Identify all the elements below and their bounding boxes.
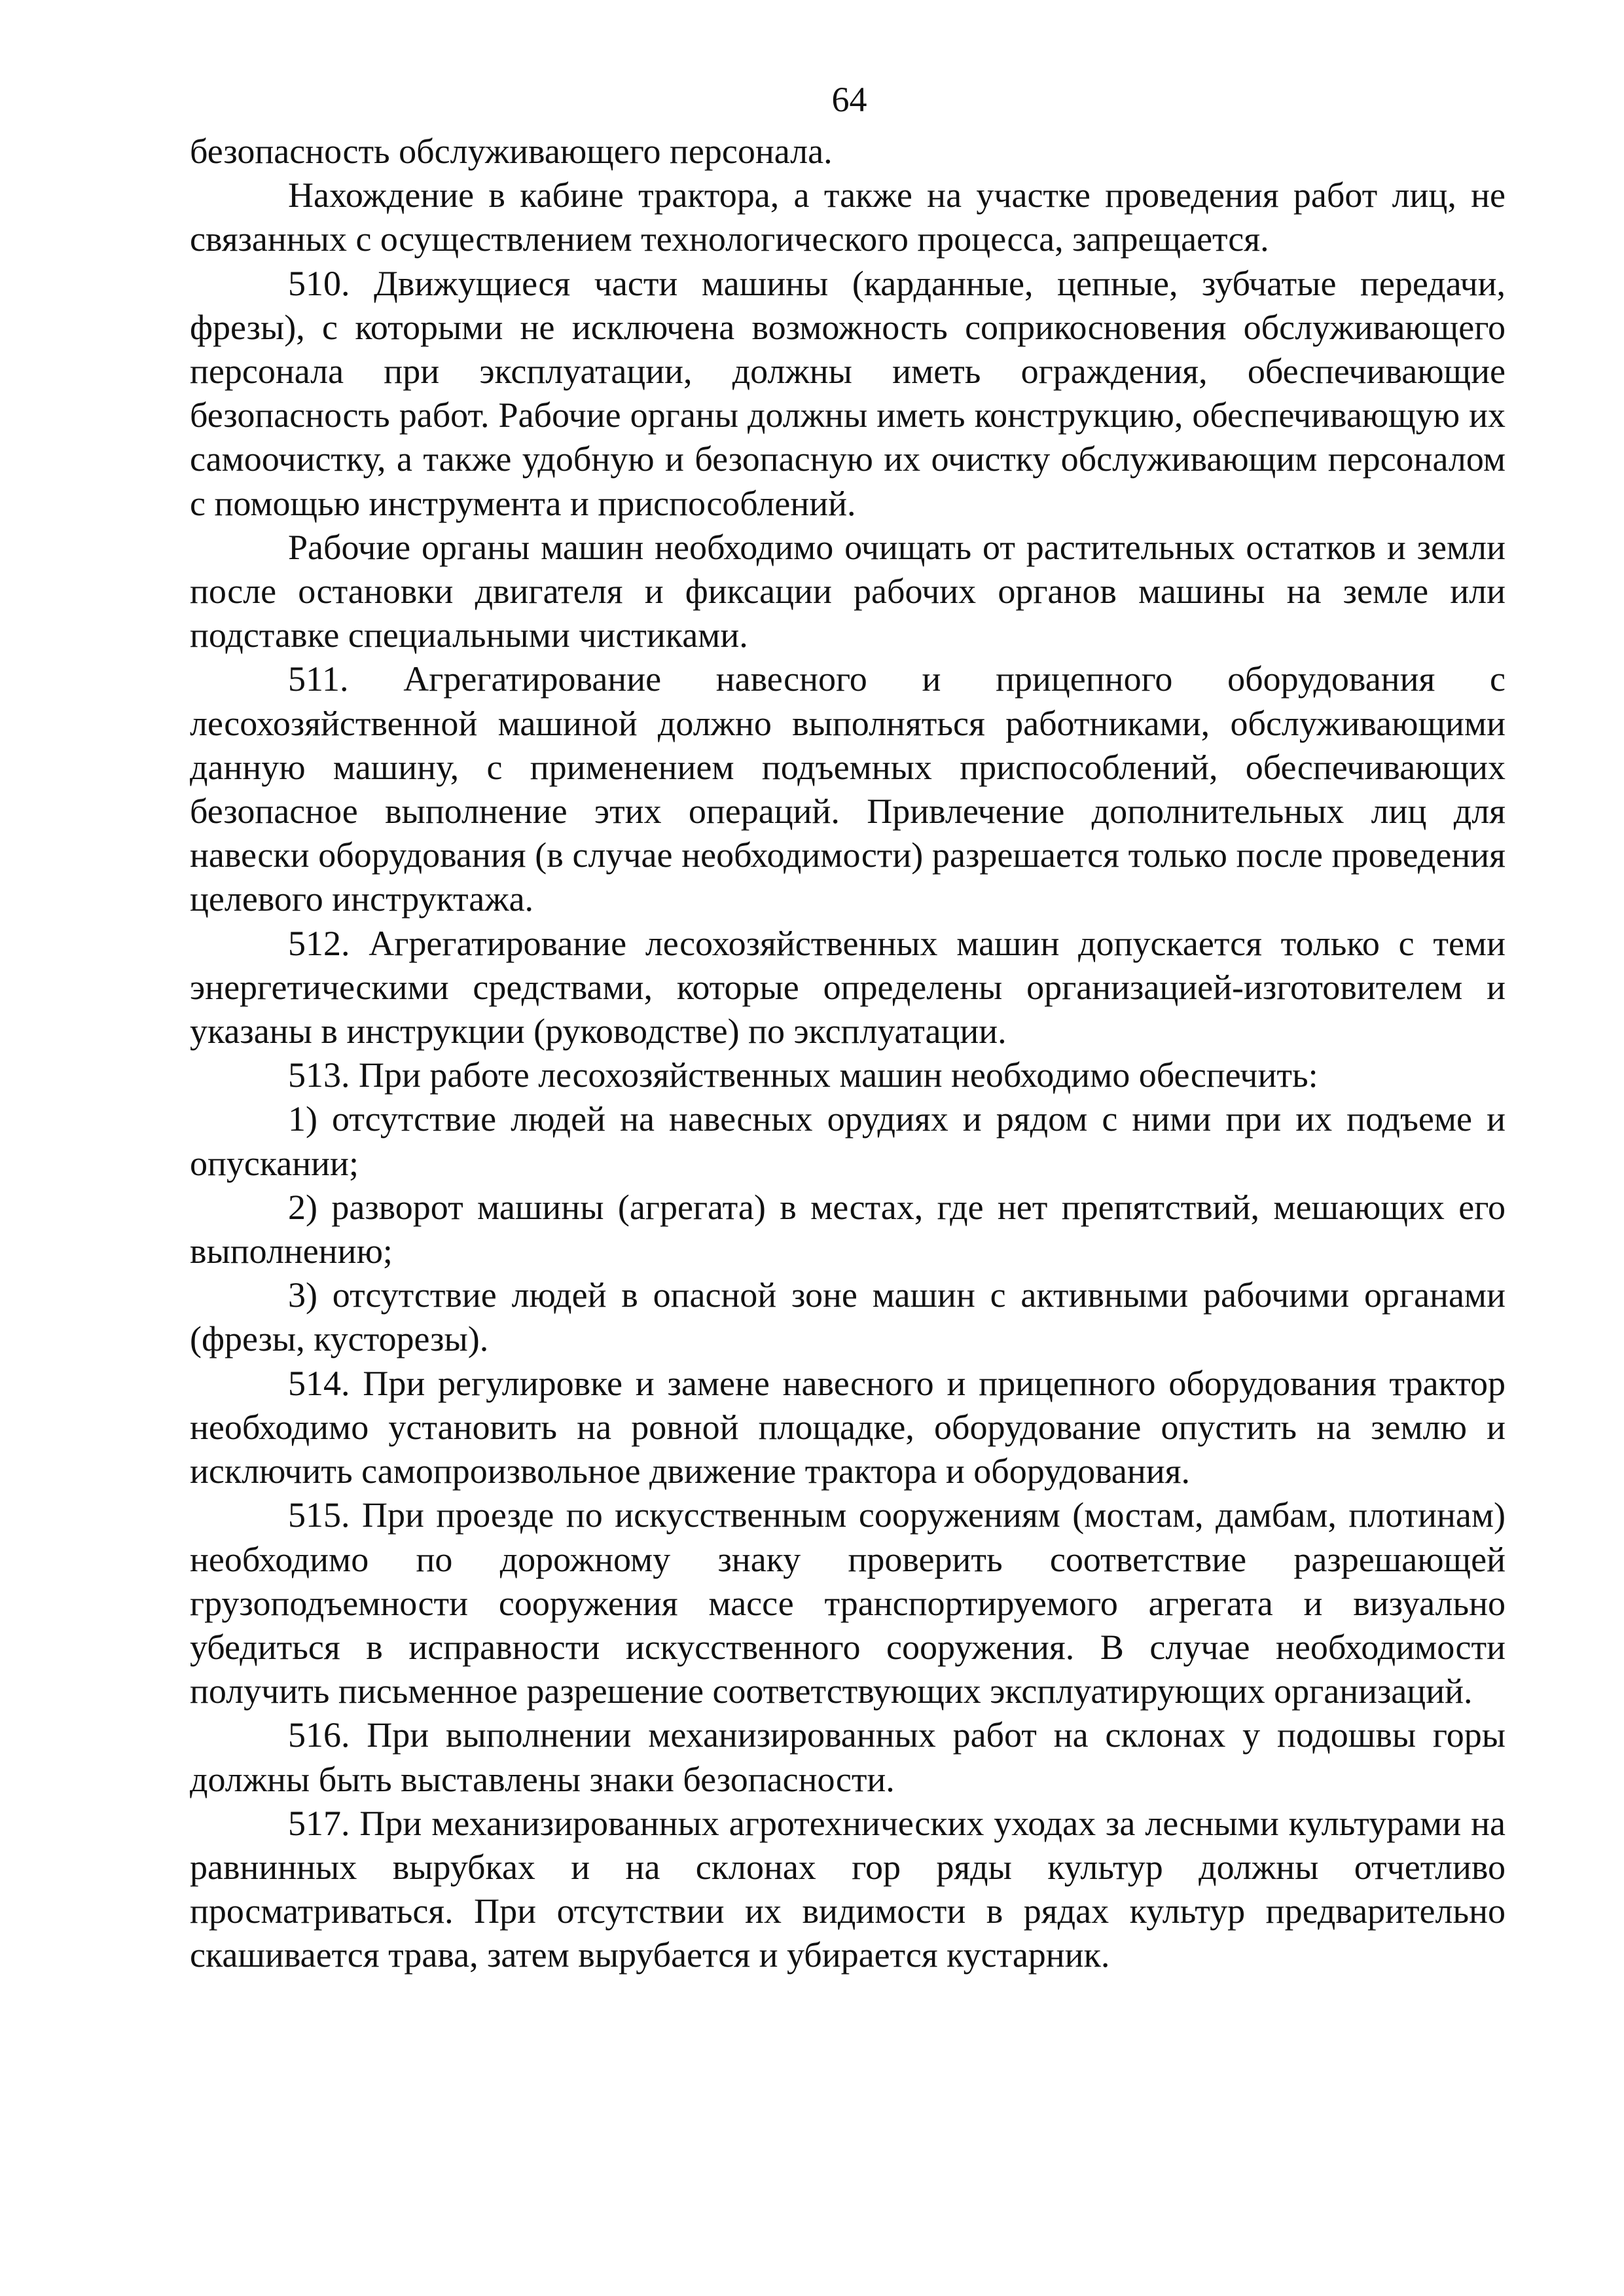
list-item: 1) отсутствие людей на навесных орудиях и рядом с ними при их подъеме и опускании; xyxy=(190,1099,1506,1183)
paragraph-510: 510. Движущиеся части машины (карданные, цепные, зубчатые передачи, фрезы), с которыми не исключена возможность соприкосновения обслуживающего персонала при эксплуатации, должны иметь ограждения, обеспечивающие безопасность работ. Рабочие органы должны иметь конструкцию, обеспечивающую их самоочистку, а также удобную и безопасную их очистку обслуживающим персоналом с помощью инструмента и приспособлений. xyxy=(190,263,1506,523)
document-body xyxy=(190,130,1506,1978)
list-item: 2) разворот машины (агрегата) в местах, где нет препятствий, мешающих его выполнению; xyxy=(190,1187,1506,1271)
paragraph-515: 515. При проезде по искусственным сооружениям (мостам, дамбам, плотинам) необходимо по дорожному знаку проверить соответствие разрешающей грузоподъемности сооружения массе транспортируемого агрегата и визуально убедиться в исправности искусственного сооружения. В случае необходимости получить письменное разрешение соответствующих эксплуатирующих организаций. xyxy=(190,1495,1506,1711)
paragraph-511: 511. Агрегатирование навесного и прицепного оборудования с лесохозяйственной машиной должно выполняться работниками, обслуживающими данную машину, с применением подъемных приспособлений, обеспечивающих безопасное выполнение этих операций. Привлечение дополнительных лиц для навески оборудования (в случае необходимости) разрешается только после проведения целевого инструктажа. xyxy=(190,659,1506,919)
paragraph: Рабочие органы машин необходимо очищать от растительных остатков и земли после остановки двигателя и фиксации рабочих органов машины на земле или подставке специальными чистиками. xyxy=(190,527,1506,655)
paragraph: Нахождение в кабине трактора, а также на участке проведения работ лиц, не связанных с осуществлением технологического процесса, запрещается. xyxy=(190,175,1506,259)
paragraph-516: 516. При выполнении механизированных работ на склонах у подошвы горы должны быть выставлены знаки безопасности. xyxy=(190,1715,1506,1799)
paragraph-517: 517. При механизированных агротехнических уходах за лесными культурами на равнинных вырубках и на склонах гор ряды культур должны отчетливо просматриваться. При отсутствии их видимости в рядах культур предварительно скашивается трава, затем вырубается и убирается кустарник. xyxy=(190,1803,1506,1975)
page-number: 64 xyxy=(831,80,867,119)
paragraph-513: 513. При работе лесохозяйственных машин необходимо обеспечить: xyxy=(288,1055,1318,1095)
paragraph-512: 512. Агрегатирование лесохозяйственных машин допускается только с теми энергетическими средствами, которые определены организацией-изготовителем и указаны в инструкции (руководстве) по эксплуатации. xyxy=(190,923,1506,1051)
paragraph-514: 514. При регулировке и замене навесного и прицепного оборудования трактор необходимо установить на ровной площадке, оборудование опустить на землю и исключить самопроизвольное движение трактора и оборудования. xyxy=(190,1363,1506,1491)
list-item: 3) отсутствие людей в опасной зоне машин с активными рабочими органами (фрезы, кусторезы). xyxy=(190,1275,1506,1359)
paragraph-continuation: безопасность обслуживающего персонала. xyxy=(190,132,833,171)
